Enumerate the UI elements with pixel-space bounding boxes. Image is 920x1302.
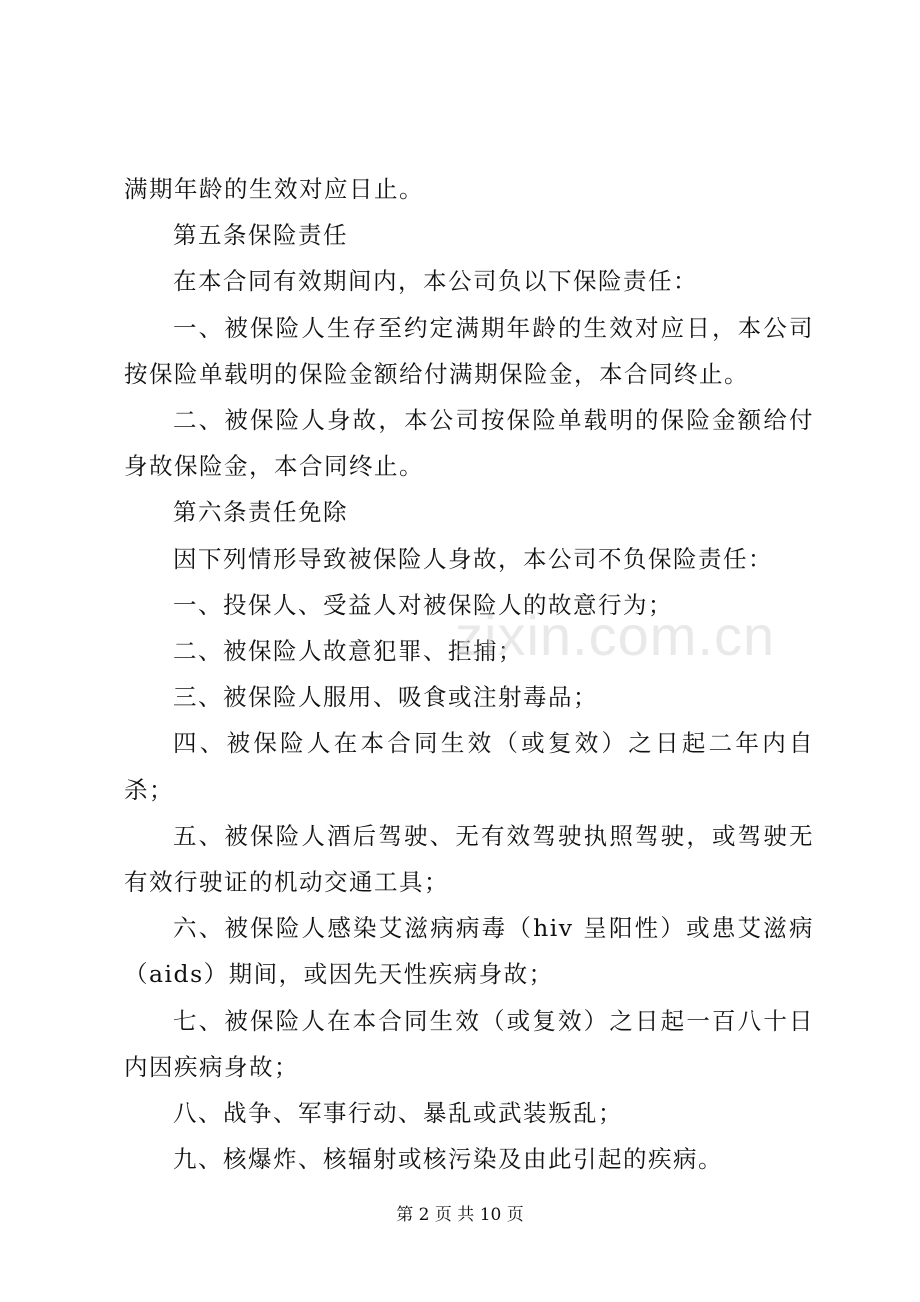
document-body [124, 166, 814, 1182]
list-item: 九、核爆炸、核辐射或核污染及由此引起的疾病。 [173, 1145, 723, 1174]
list-item: 七、被保险人在本合同生效（或复效）之日起一百八十日内因疾病身故； [124, 1006, 814, 1081]
list-item: 四、被保险人在本合同生效（或复效）之日起二年内自杀； [124, 729, 814, 804]
list-item: 一、投保人、受益人对被保险人的故意行为； [173, 590, 673, 619]
list-item: 五、被保险人酒后驾驶、无有效驾驶执照驾驶，或驾驶无有效行驶证的机动交通工具； [124, 821, 814, 897]
watermark-text: zixin.com.cn [455, 604, 776, 667]
section-heading-5: 第五条保险责任 [173, 221, 348, 250]
paragraph-1: 满期年龄的生效对应日止。 [124, 175, 424, 203]
list-item: 二、被保险人故意犯罪、拒捕； [173, 637, 523, 666]
list-item: 一、被保险人生存至约定满期年龄的生效对应日，本公司按保险单载明的保险金额给付满期保险金，本合同终止。 [124, 313, 814, 388]
list-item: 八、战争、军事行动、暴乱或武装叛乱； [173, 1099, 623, 1128]
list-item: 二、被保险人身故，本公司按保险单载明的保险金额给付身故保险金，本合同终止。 [124, 406, 814, 481]
paragraph-intro-liability: 在本合同有效期间内，本公司负以下保险责任： [173, 267, 698, 296]
section-heading-6: 第六条责任免除 [173, 498, 348, 527]
list-item: 六、被保险人感染艾滋病病毒（hiv 呈阳性）或患艾滋病（aids）期间，或因先天性疾病身故； [124, 914, 814, 989]
list-item: 三、被保险人服用、吸食或注射毒品； [173, 683, 598, 712]
paragraph-intro-exclusions: 因下列情形导致被保险人身故，本公司不负保险责任： [173, 544, 773, 573]
page-number-footer: 第 2 页 共 10 页 [396, 1205, 524, 1225]
